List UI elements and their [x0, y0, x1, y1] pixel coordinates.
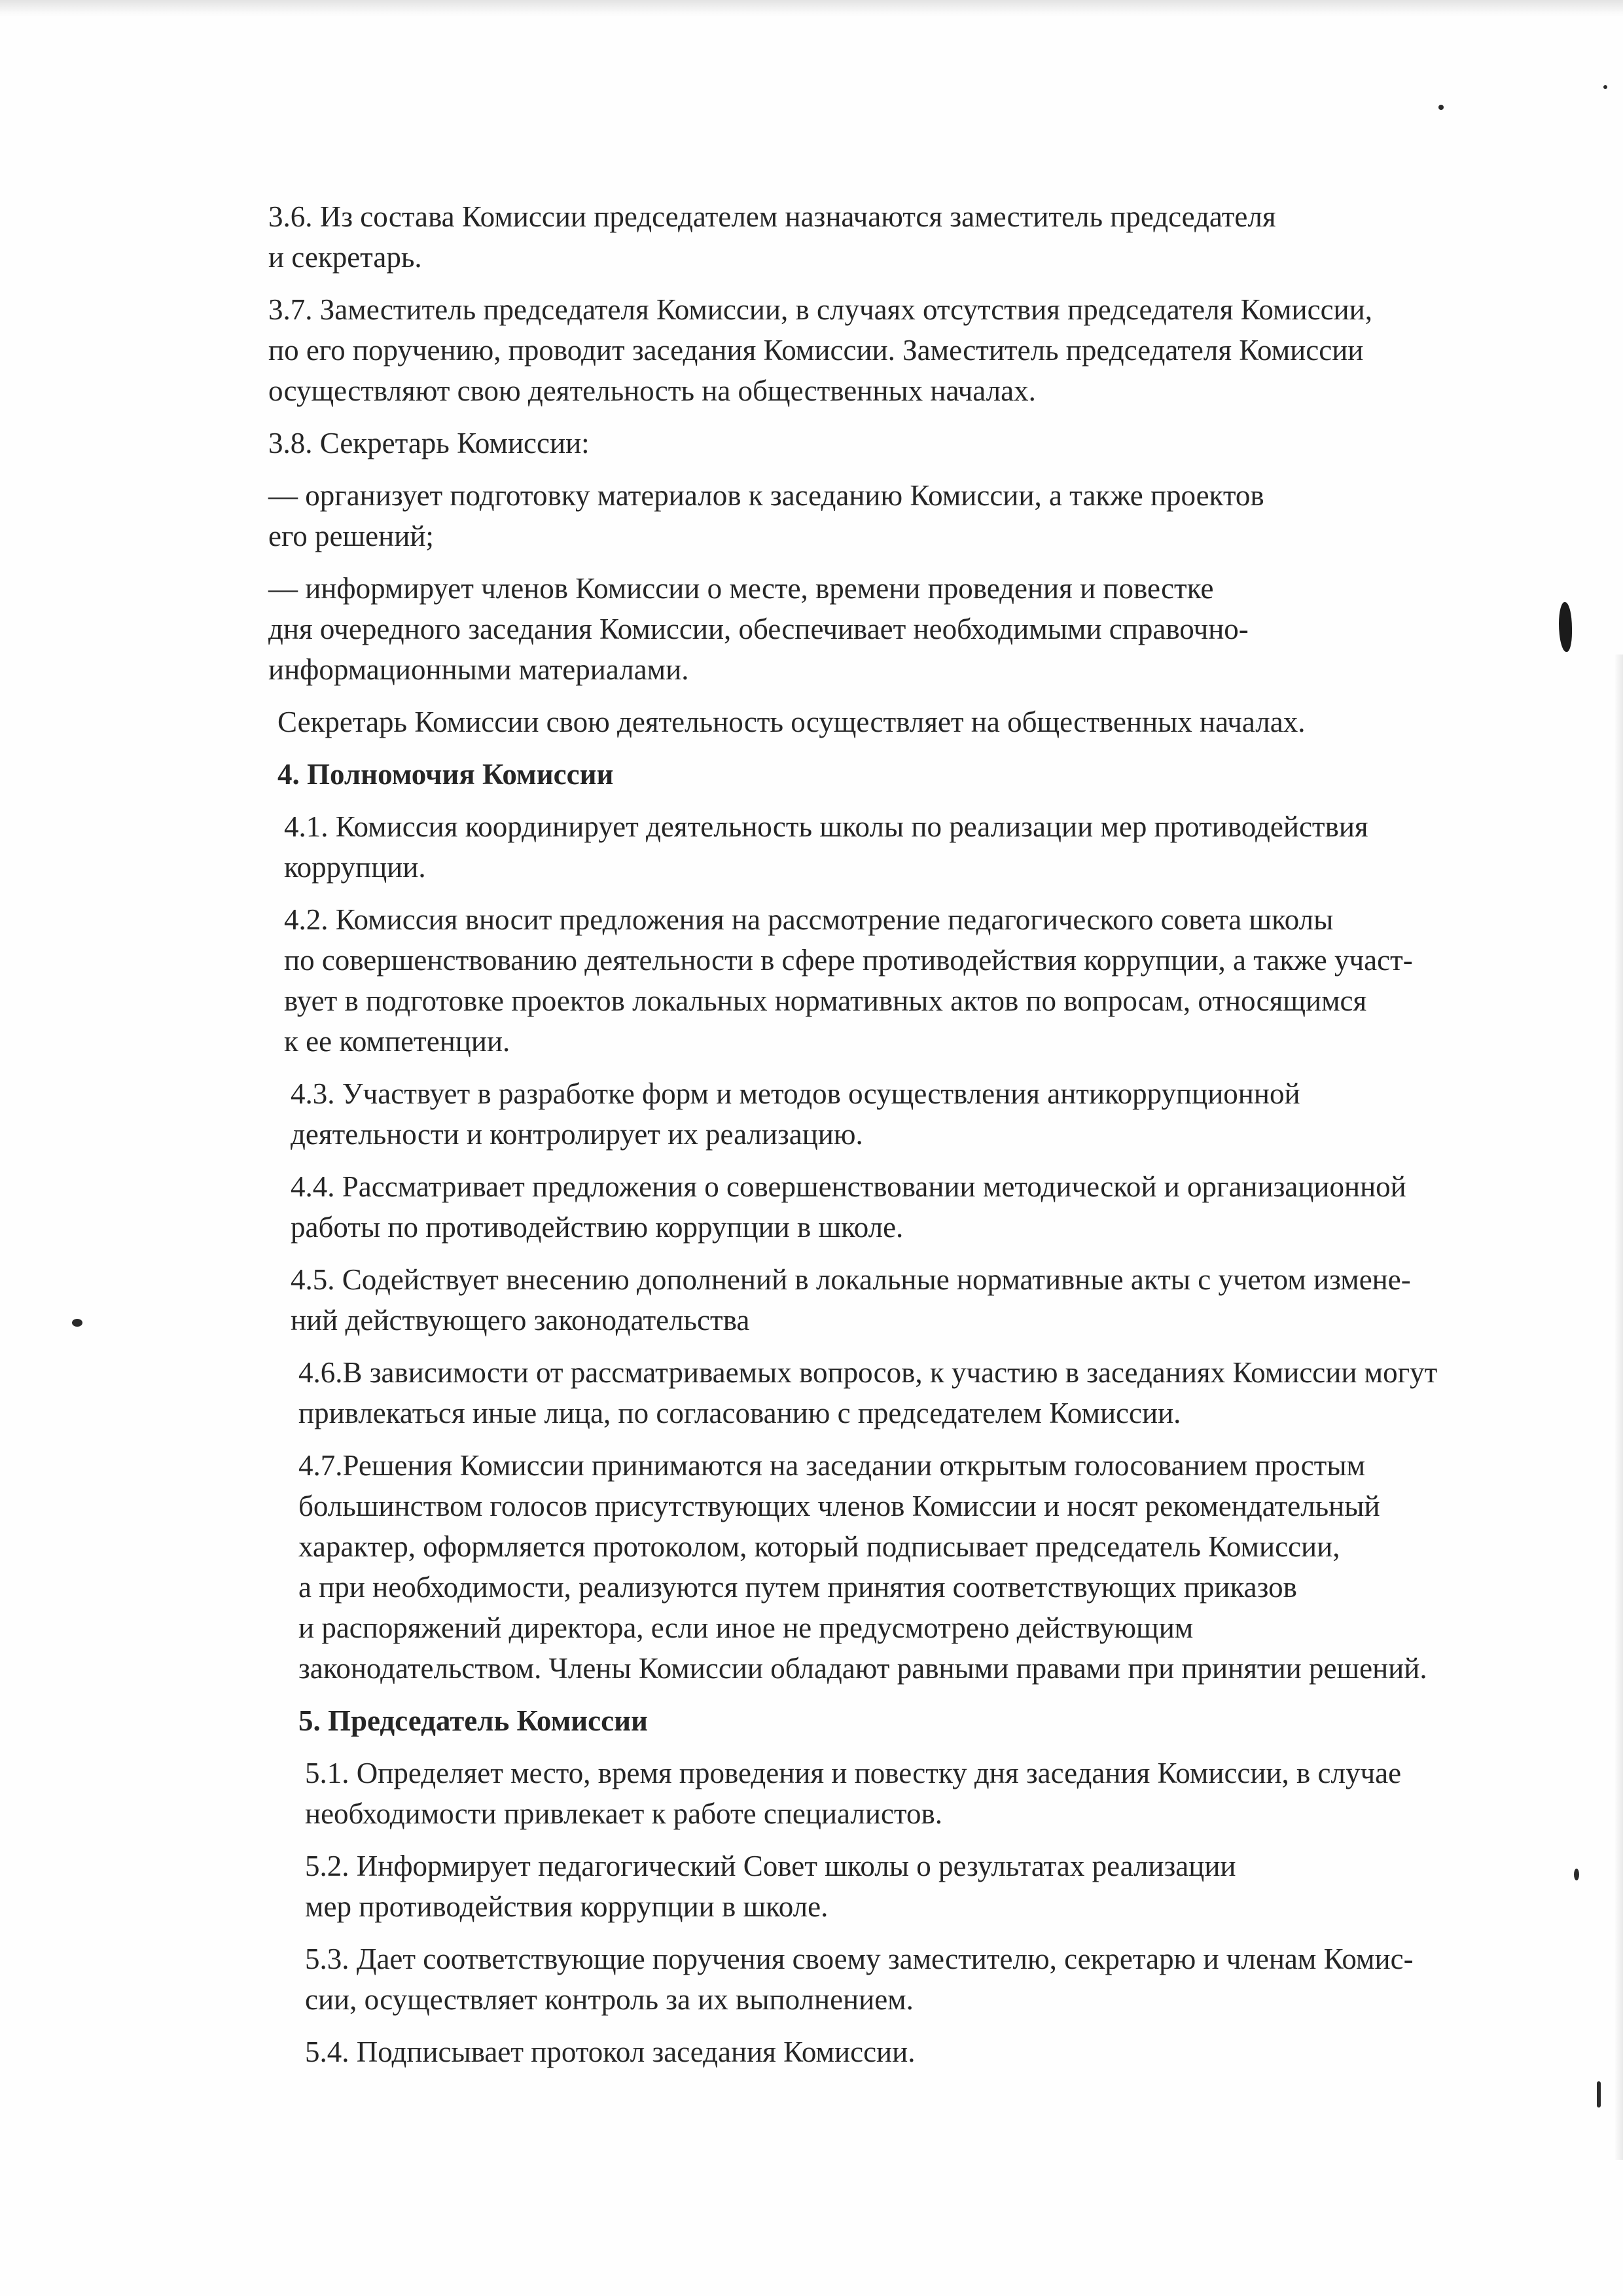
text-line: вует в подготовке проектов локальных нормативных актов по вопросам, относящимся — [284, 984, 1367, 1017]
text-line: большинством голосов присутствующих членов Комиссии и носят рекомендательный — [298, 1490, 1380, 1522]
text-line: 5.2. Информирует педагогический Совет школы о результатах реализации — [305, 1850, 1236, 1882]
text-line: 4.2. Комиссия вносит предложения на рассмотрение педагогического совета школы — [284, 903, 1334, 936]
text-line: дня очередного заседания Комиссии, обеспечивает необходимыми справочно- — [268, 613, 1249, 645]
text-line: его решений; — [268, 520, 434, 552]
text-line: осуществляют свою деятельность на общественных началах. — [268, 374, 1036, 407]
text-line: 3.7. Заместитель председателя Комиссии, в случаях отсутствия председателя Комиссии, — [268, 293, 1372, 326]
text-line: 5.4. Подписывает протокол заседания Комиссии. — [305, 2036, 916, 2068]
scan-speck — [1603, 85, 1607, 89]
scan-right-edge — [1614, 655, 1623, 2160]
scan-speck — [1574, 1869, 1579, 1880]
text-line: 3.6. Из состава Комиссии председателем назначаются заместитель председателя — [268, 200, 1276, 233]
text-line: законодательством. Члены Комиссии обладают равными правами при принятии решений. — [298, 1652, 1427, 1685]
text-line: привлекаться иные лица, по согласованию с председателем Комиссии. — [298, 1397, 1181, 1429]
text-line: деятельности и контролирует их реализацию. — [291, 1118, 863, 1151]
text-line: характер, оформляется протоколом, который подписывает председатель Комиссии, — [298, 1530, 1340, 1563]
text-line: к ее компетенции. — [284, 1025, 510, 1058]
text-line: 4.6.В зависимости от рассматриваемых вопросов, к участию в заседаниях Комиссии могут — [298, 1356, 1438, 1389]
clause-4-3 — [291, 1073, 1571, 1155]
text-line: 4.3. Участвует в разработке форм и методов осуществления антикоррупционной — [291, 1077, 1300, 1110]
text-line: коррупции. — [284, 851, 426, 884]
heading-text: 4. Полномочия Комиссии — [277, 758, 614, 791]
text-line: 4.4. Рассматривает предложения о совершенствовании методической и организационной — [291, 1170, 1406, 1203]
clause-4-5 — [291, 1259, 1571, 1340]
text-line: 4.7.Решения Комиссии принимаются на заседании открытым голосованием простым — [298, 1449, 1366, 1482]
clause-3-7 — [268, 289, 1571, 411]
section-5-heading — [298, 1700, 1571, 1741]
clause-3-8 — [268, 423, 1571, 463]
text-line: ний действующего законодательства — [291, 1304, 750, 1336]
text-line: 4.5. Содействует внесению дополнений в локальные нормативные акты с учетом измене- — [291, 1263, 1411, 1296]
document-body — [268, 196, 1571, 2084]
clause-4-2 — [284, 899, 1571, 1062]
scan-top-edge — [0, 0, 1623, 18]
heading-text: 5. Председатель Комиссии — [298, 1704, 648, 1737]
text-line: Секретарь Комиссии свою деятельность осуществляет на общественных началах. — [277, 706, 1306, 738]
clause-5-2 — [305, 1846, 1571, 1927]
text-line: работы по противодействию коррупции в школе. — [291, 1211, 904, 1244]
text-line: и распоряжений директора, если иное не предусмотрено действующим — [298, 1611, 1194, 1644]
scan-speck — [1438, 105, 1444, 110]
text-line: — организует подготовку материалов к заседанию Комиссии, а также проектов — [268, 479, 1264, 512]
secretary-duty-2 — [268, 568, 1571, 690]
secretary-note — [277, 702, 1571, 742]
text-line: 5.1. Определяет место, время проведения и повестку дня заседания Комиссии, в случае — [305, 1757, 1402, 1789]
text-line: 4.1. Комиссия координирует деятельность школы по реализации мер противодействия — [284, 810, 1368, 843]
text-line: по его поручению, проводит заседания Комиссии. Заместитель председателя Комиссии — [268, 334, 1364, 367]
clause-4-7 — [298, 1445, 1571, 1689]
clause-5-1 — [305, 1753, 1571, 1834]
clause-3-6 — [268, 196, 1571, 278]
text-line: 3.8. Секретарь Комиссии: — [268, 427, 590, 459]
scan-speck — [1597, 2081, 1601, 2108]
text-line: и секретарь. — [268, 241, 422, 274]
text-line: 5.3. Дает соответствующие поручения своему заместителю, секретарю и членам Комис- — [305, 1943, 1414, 1975]
scan-speck — [72, 1319, 82, 1327]
text-line: сии, осуществляет контроль за их выполнением. — [305, 1983, 914, 2016]
clause-4-6 — [298, 1352, 1571, 1433]
text-line: — информирует членов Комиссии о месте, времени проведения и повестке — [268, 572, 1214, 605]
section-4-heading — [277, 754, 1571, 795]
text-line: а при необходимости, реализуются путем принятия соответствующих приказов — [298, 1571, 1297, 1604]
clause-5-4 — [305, 2032, 1571, 2072]
text-line: по совершенствованию деятельности в сфере противодействия коррупции, а также участ- — [284, 944, 1413, 977]
text-line: мер противодействия коррупции в школе. — [305, 1890, 829, 1923]
secretary-duty-1 — [268, 475, 1571, 556]
clause-4-4 — [291, 1166, 1571, 1247]
text-line: необходимости привлекает к работе специалистов. — [305, 1797, 942, 1830]
clause-5-3 — [305, 1939, 1571, 2020]
text-line: информационными материалами. — [268, 653, 689, 686]
clause-4-1 — [284, 806, 1571, 888]
